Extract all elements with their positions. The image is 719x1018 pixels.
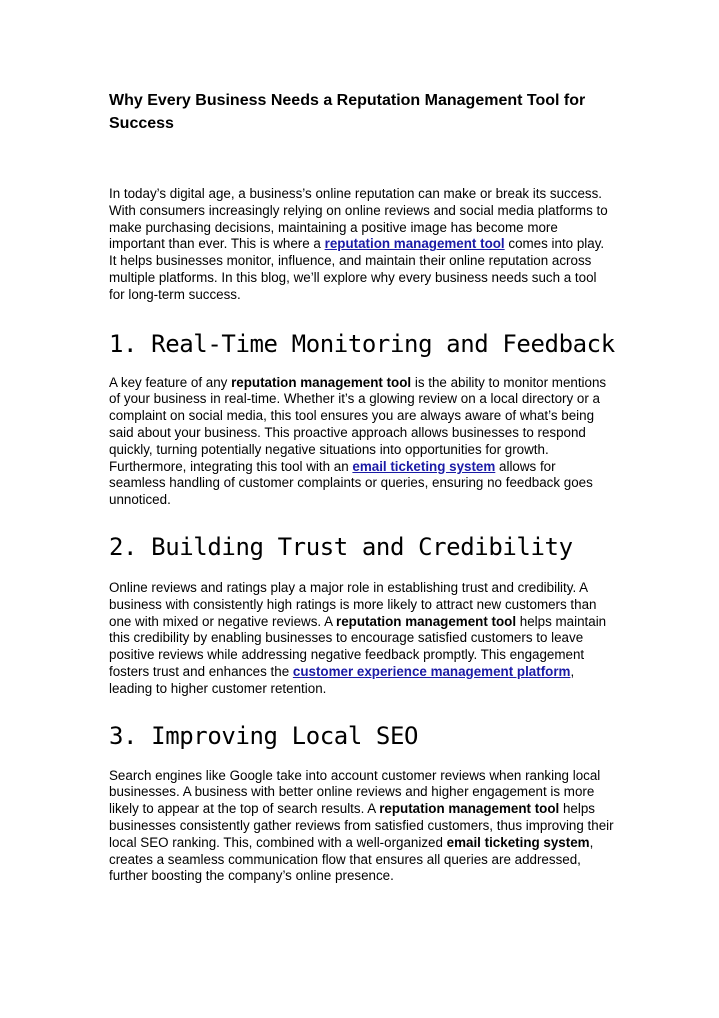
document-page xyxy=(109,89,615,885)
section-3-text-3: , creates a seamless communication flow that ensures all queries are addressed, further boosting the company’s online presence. xyxy=(109,834,594,884)
section-1-text-2: is the ability to monitor mentions of your business in real-time. Whether it’s a glowing review on a local directory or a complaint on social media, this tool ensures you are always aware of what’s being said about your business. This proactive approach allows businesses to respond quickly, turning potentially negative situations into opportunities for growth. Furthermore, integrating this tool with an xyxy=(109,374,607,474)
section-2-heading: 2. Building Trust and Credibility xyxy=(109,532,573,561)
section-3-paragraph xyxy=(109,768,615,886)
section-3-heading: 3. Improving Local SEO xyxy=(109,721,419,750)
section-1-text-3: allows for seamless handling of customer complaints or queries, ensuring no feedback goes unnoticed. xyxy=(109,458,593,508)
intro-paragraph xyxy=(109,186,615,304)
section-1-bold-term: reputation management tool xyxy=(231,374,412,390)
section-1-heading: 1. Real-Time Monitoring and Feedback xyxy=(109,329,615,358)
section-3-text-2: helps businesses consistently gather reviews from satisfied customers, thus improving their local SEO ranking. This, combined with a well-organized xyxy=(109,801,614,850)
email-ticketing-system-link[interactable]: email ticketing system xyxy=(352,458,496,474)
customer-experience-management-platform-link[interactable]: customer experience management platform xyxy=(292,663,571,679)
section-2-paragraph xyxy=(109,580,615,698)
section-3-text-1: Search engines like Google take into account customer reviews when ranking local businesses. A business with better online reviews and higher engagement is more likely to appear at the top of search results. A xyxy=(109,767,601,817)
section-2-text-2: helps maintain this credibility by enabling businesses to encourage satisfied customers to leave positive reviews while addressing negative feedback promptly. This engagement fosters trust and enhances the xyxy=(109,613,607,679)
intro-text-1: In today’s digital age, a business’s online reputation can make or break its success. With consumers increasingly relying on online reviews and social media platforms to make purchasing decisions, maintaining a positive image has become more important than ever. This is where a xyxy=(109,186,608,252)
section-1-text-1: A key feature of any xyxy=(109,374,232,390)
section-3-bold-term-2: email ticketing system xyxy=(446,834,590,850)
section-3-bold-term-1: reputation management tool xyxy=(379,801,560,817)
section-2-text-1: Online reviews and ratings play a major role in establishing trust and credibility. A business with consistently high ratings is more likely to attract new customers than one with mixed or negative reviews. A xyxy=(109,579,597,629)
document-title: Why Every Business Needs a Reputation Management Tool for Success xyxy=(109,92,586,132)
section-2-bold-term: reputation management tool xyxy=(336,613,517,629)
intro-text-2: comes into play. It helps businesses monitor, influence, and maintain their online reputation across multiple platforms. In this blog, we’ll explore why every business needs such a tool for long-term success. xyxy=(109,236,605,302)
reputation-management-tool-link[interactable]: reputation management tool xyxy=(324,236,505,252)
section-2-text-3: , leading to higher customer retention. xyxy=(109,663,575,696)
section-1-paragraph xyxy=(109,375,615,509)
